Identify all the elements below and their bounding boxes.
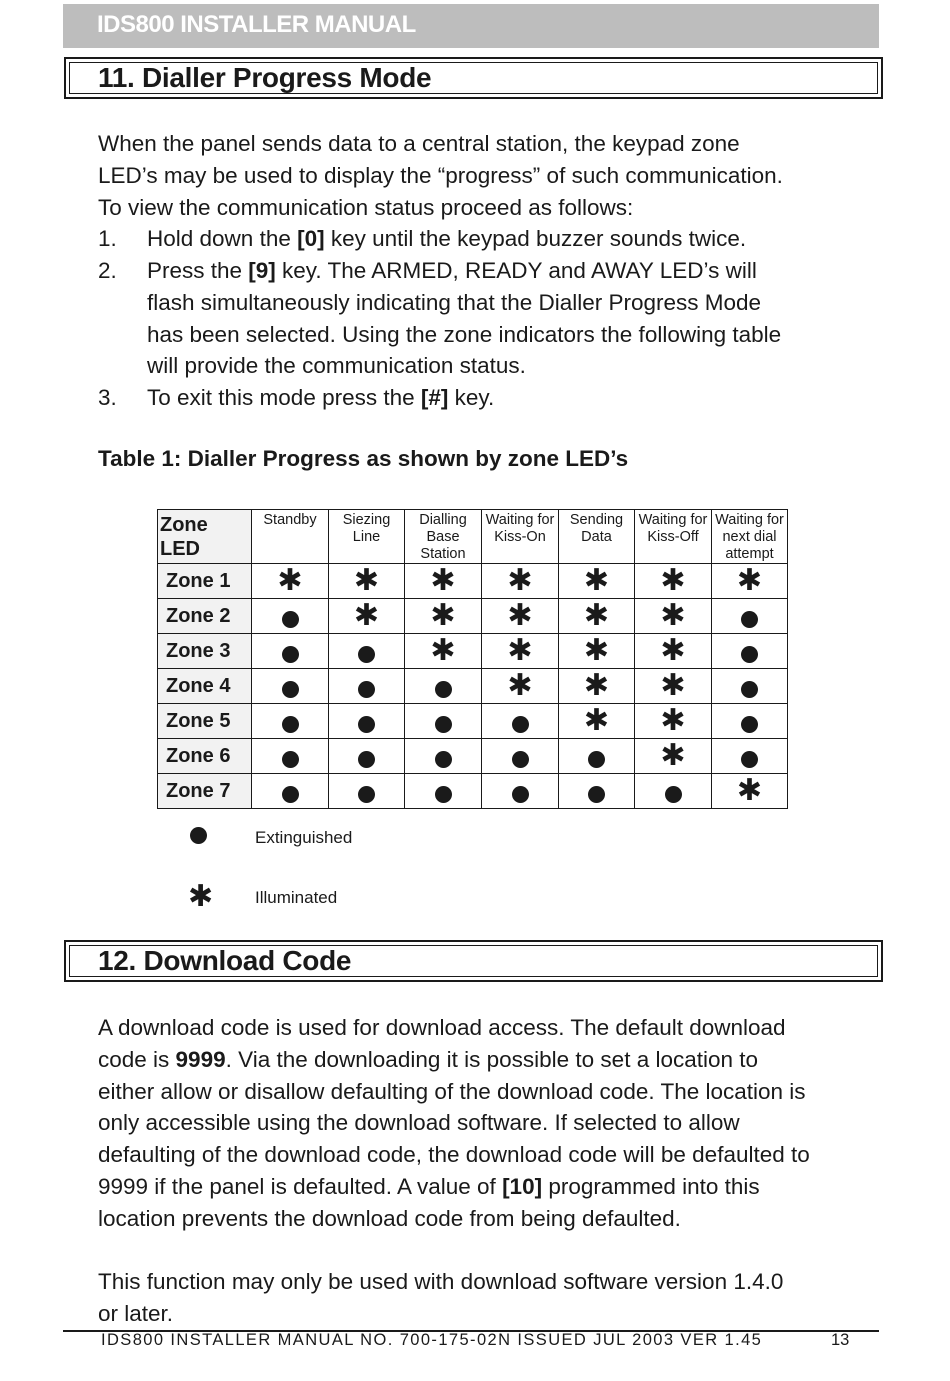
table-cell <box>329 599 405 634</box>
extinguished-dot-icon <box>588 786 605 803</box>
illuminated-star-icon: ✱ <box>660 633 686 668</box>
table-cell <box>405 739 482 774</box>
table-cell <box>559 774 635 809</box>
section-12-paragraph-1 <box>98 1012 878 1235</box>
text-part: . Via the downloading it is possible to set a location to <box>225 1046 759 1072</box>
illuminated-star-icon: ✱ <box>736 773 763 808</box>
text-part: either allow or disallow defaulting of the download code. The location is <box>98 1078 806 1104</box>
extinguished-dot-icon <box>358 646 375 663</box>
illuminated-star-icon: ✱ <box>583 703 610 738</box>
extinguished-dot-icon <box>282 751 299 768</box>
step-number: 3. <box>98 385 117 410</box>
illuminated-star-icon: ✱ <box>736 563 763 598</box>
table-body <box>158 564 788 809</box>
column-header-line: Waiting for <box>638 512 708 528</box>
table-cell <box>329 564 405 599</box>
column-header-line: Line <box>352 529 381 545</box>
extinguished-dot-icon <box>741 716 758 733</box>
paragraph-line <box>98 1203 878 1235</box>
illuminated-star-icon: ✱ <box>188 879 214 914</box>
table-cell <box>635 564 712 599</box>
illuminated-star-icon: ✱ <box>660 738 686 773</box>
table-cell <box>482 599 559 634</box>
table-cell <box>559 564 635 599</box>
extinguished-dot-icon <box>435 716 452 733</box>
illuminated-star-icon: ✱ <box>353 563 380 598</box>
extinguished-dot-icon <box>435 786 452 803</box>
column-header-sending-data <box>559 510 635 564</box>
column-header-waiting-kiss-on <box>482 510 559 564</box>
step-text-part: key. <box>448 385 495 410</box>
extinguished-dot-icon <box>358 786 375 803</box>
column-header-line: Waiting for <box>485 512 555 528</box>
table-cell <box>635 739 712 774</box>
column-header-line: Sending <box>569 512 624 528</box>
table-cell <box>559 739 635 774</box>
paragraph-line <box>98 1076 878 1108</box>
extinguished-dot-icon <box>435 681 452 698</box>
illuminated-star-icon: ✱ <box>583 633 610 668</box>
extinguished-dot-icon <box>512 716 529 733</box>
column-header-line: Data <box>581 529 612 545</box>
extinguished-dot-icon <box>588 751 605 768</box>
illuminated-star-icon: ✱ <box>583 598 610 633</box>
paragraph-line: or later. <box>98 1300 174 1326</box>
paragraph-line <box>98 1044 878 1076</box>
column-header-siezing-line <box>329 510 405 564</box>
text-part: 9999 if the panel is defaulted. A value of <box>98 1173 503 1199</box>
table-row <box>158 599 788 634</box>
intro-line: LED’s may be used to display the “progress” of such communication. <box>98 162 783 188</box>
table-cell <box>482 634 559 669</box>
zone-label: Zone 1 <box>158 564 252 599</box>
table-cell <box>635 704 712 739</box>
table-cell <box>329 739 405 774</box>
column-header-line: next dial <box>722 529 777 545</box>
table-cell <box>252 599 329 634</box>
table-cell <box>405 704 482 739</box>
text-part: A download code is used for download access. The default download <box>98 1015 786 1040</box>
extinguished-dot-icon <box>512 786 529 803</box>
illuminated-star-icon: ✱ <box>507 598 533 633</box>
table-title: Table 1: Dialler Progress as shown by zone LED’s <box>98 446 629 471</box>
table-cell <box>329 704 405 739</box>
table-cell <box>482 739 559 774</box>
legend-label: Extinguished <box>255 828 353 847</box>
illuminated-star-icon: ✱ <box>583 563 610 598</box>
table-cell <box>559 634 635 669</box>
illuminated-star-icon: ✱ <box>660 563 686 598</box>
table-cell <box>405 774 482 809</box>
paragraph-line <box>98 1012 878 1044</box>
extinguished-dot-icon <box>358 751 375 768</box>
table-cell <box>405 634 482 669</box>
extinguished-dot-icon <box>665 786 682 803</box>
section-11-title: 11. Dialler Progress Mode <box>98 62 432 93</box>
extinguished-dot-icon <box>358 716 375 733</box>
step-text-part: To exit this mode press the <box>147 385 421 410</box>
illuminated-star-icon: ✱ <box>430 633 456 668</box>
extinguished-dot-icon <box>282 716 299 733</box>
paragraph-line: This function may only be used with download software version 1.4.0 <box>98 1269 784 1294</box>
footer-text: IDS800 INSTALLER MANUAL NO. 700-175-02N ISSUED JUL 2003 VER 1.45 <box>101 1331 763 1349</box>
illuminated-star-icon: ✱ <box>660 668 686 703</box>
step-text <box>147 223 857 255</box>
table-row <box>158 704 788 739</box>
step-text <box>147 255 857 382</box>
table-cell <box>405 669 482 704</box>
section-12-paragraph-2 <box>98 1266 878 1330</box>
table-cell <box>712 564 788 599</box>
extinguished-dot-icon <box>512 751 529 768</box>
table-cell <box>252 634 329 669</box>
bold-value: [10] <box>502 1173 543 1199</box>
extinguished-dot-icon <box>282 786 299 803</box>
intro-line: To view the communication status proceed as follows: <box>98 194 634 220</box>
zone-label: Zone 2 <box>158 599 252 634</box>
step-text-part: Press the <box>147 258 249 283</box>
illuminated-star-icon: ✱ <box>353 598 380 633</box>
column-header-waiting-kiss-off <box>635 510 712 564</box>
text-part: defaulting of the download code, the download code will be defaulted to <box>98 1142 810 1168</box>
extinguished-dot-icon <box>190 827 207 844</box>
zone-label: Zone 3 <box>158 634 252 669</box>
table-cell <box>482 564 559 599</box>
extinguished-dot-icon <box>282 646 299 663</box>
table-cell <box>252 739 329 774</box>
column-header-line: attempt <box>725 546 774 562</box>
paragraph-line <box>98 1171 878 1203</box>
column-header-line: Kiss-On <box>494 529 546 545</box>
table-cell <box>712 634 788 669</box>
page-header <box>63 4 879 48</box>
step-key: [#] <box>420 385 449 410</box>
table-cell <box>252 564 329 599</box>
column-header-line: Station <box>420 546 466 562</box>
legend-label: Illuminated <box>255 888 338 907</box>
step-line: has been selected. Using the zone indicators the following table <box>147 321 782 347</box>
column-header-line: Waiting for <box>715 512 784 528</box>
table-cell <box>559 599 635 634</box>
table-cell <box>635 599 712 634</box>
step-text-part: Hold down the <box>147 226 298 251</box>
paragraph-line <box>98 1139 878 1171</box>
column-header-line: Siezing <box>342 512 391 528</box>
illuminated-star-icon: ✱ <box>583 668 610 703</box>
step-text-part: key until the keypad buzzer sounds twice. <box>324 226 747 251</box>
step-2 <box>98 255 858 383</box>
extinguished-dot-icon <box>435 751 452 768</box>
table-cell <box>635 774 712 809</box>
table-cell <box>405 599 482 634</box>
illuminated-star-icon: ✱ <box>660 703 686 738</box>
zone-label: Zone 5 <box>158 704 252 739</box>
illuminated-star-icon: ✱ <box>507 668 533 703</box>
corner-header <box>158 510 252 564</box>
step-key: [0] <box>297 226 325 251</box>
corner-header-line: LED <box>160 538 200 560</box>
table-cell <box>482 774 559 809</box>
table-cell <box>712 774 788 809</box>
step-number: 2. <box>98 258 117 283</box>
table-row <box>158 739 788 774</box>
text-part: only accessible using the download software. If selected to allow <box>98 1110 740 1136</box>
table-row <box>158 564 788 599</box>
table-cell <box>252 774 329 809</box>
column-header-line: Standby <box>263 512 317 528</box>
corner-header-line: Zone <box>160 514 208 536</box>
step-text <box>147 382 857 414</box>
table-cell <box>712 739 788 774</box>
step-number: 1. <box>98 226 117 251</box>
table-cell <box>635 634 712 669</box>
section-11-heading-box <box>64 57 883 99</box>
illuminated-star-icon: ✱ <box>430 563 456 598</box>
table-cell <box>329 669 405 704</box>
table-cell <box>405 564 482 599</box>
table-cell <box>559 704 635 739</box>
zone-label: Zone 4 <box>158 669 252 704</box>
step-text-part: key. The ARMED, READY and AWAY LED’s will <box>275 258 757 283</box>
illuminated-star-icon: ✱ <box>660 598 686 633</box>
step-line <box>147 255 857 287</box>
table-cell <box>559 669 635 704</box>
extinguished-dot-icon <box>741 611 758 628</box>
table-cell <box>252 704 329 739</box>
section-11-intro <box>98 128 878 223</box>
step-line: flash simultaneously indicating that the Dialler Progress Mode <box>147 289 762 315</box>
bold-value: 9999 <box>175 1046 226 1072</box>
illuminated-star-icon: ✱ <box>277 563 303 598</box>
section-12-title: 12. Download Code <box>98 945 352 976</box>
table-row <box>158 669 788 704</box>
table-cell <box>712 704 788 739</box>
intro-line: When the panel sends data to a central station, the keypad zone <box>98 131 740 156</box>
table-cell <box>482 669 559 704</box>
illuminated-star-icon: ✱ <box>507 633 533 668</box>
table-cell <box>329 774 405 809</box>
step-line: will provide the communication status. <box>147 353 526 379</box>
dialler-progress-table <box>157 509 788 809</box>
zone-label: Zone 7 <box>158 774 252 809</box>
table-cell <box>329 634 405 669</box>
table-cell <box>712 599 788 634</box>
column-header-line: Base <box>426 529 460 545</box>
column-header-dialling-base-station <box>405 510 482 564</box>
extinguished-dot-icon <box>741 681 758 698</box>
extinguished-dot-icon <box>282 611 299 628</box>
column-header-line: Kiss-Off <box>647 529 699 545</box>
header-title: IDS800 INSTALLER MANUAL <box>97 11 416 38</box>
column-header-line: Dialling <box>419 512 467 528</box>
table-cell <box>635 669 712 704</box>
extinguished-dot-icon <box>741 646 758 663</box>
zone-label: Zone 6 <box>158 739 252 774</box>
text-part: location prevents the download code from being defaulted. <box>98 1205 681 1231</box>
section-12-heading-box <box>64 940 883 982</box>
illuminated-star-icon: ✱ <box>507 563 533 598</box>
column-header-waiting-next-dial <box>712 510 788 564</box>
table-cell <box>252 669 329 704</box>
table-row <box>158 774 788 809</box>
text-part: code is <box>98 1046 176 1072</box>
extinguished-dot-icon <box>358 681 375 698</box>
extinguished-dot-icon <box>282 681 299 698</box>
extinguished-dot-icon <box>741 751 758 768</box>
page-number: 13 <box>831 1331 850 1349</box>
step-key: [9] <box>248 258 276 283</box>
table-cell <box>712 669 788 704</box>
table-cell <box>482 704 559 739</box>
table-row <box>158 634 788 669</box>
illuminated-star-icon: ✱ <box>430 598 456 633</box>
text-part: programmed into this <box>542 1173 760 1199</box>
paragraph-line <box>98 1107 878 1139</box>
table-header-row <box>158 510 788 564</box>
column-header-standby <box>252 510 329 564</box>
